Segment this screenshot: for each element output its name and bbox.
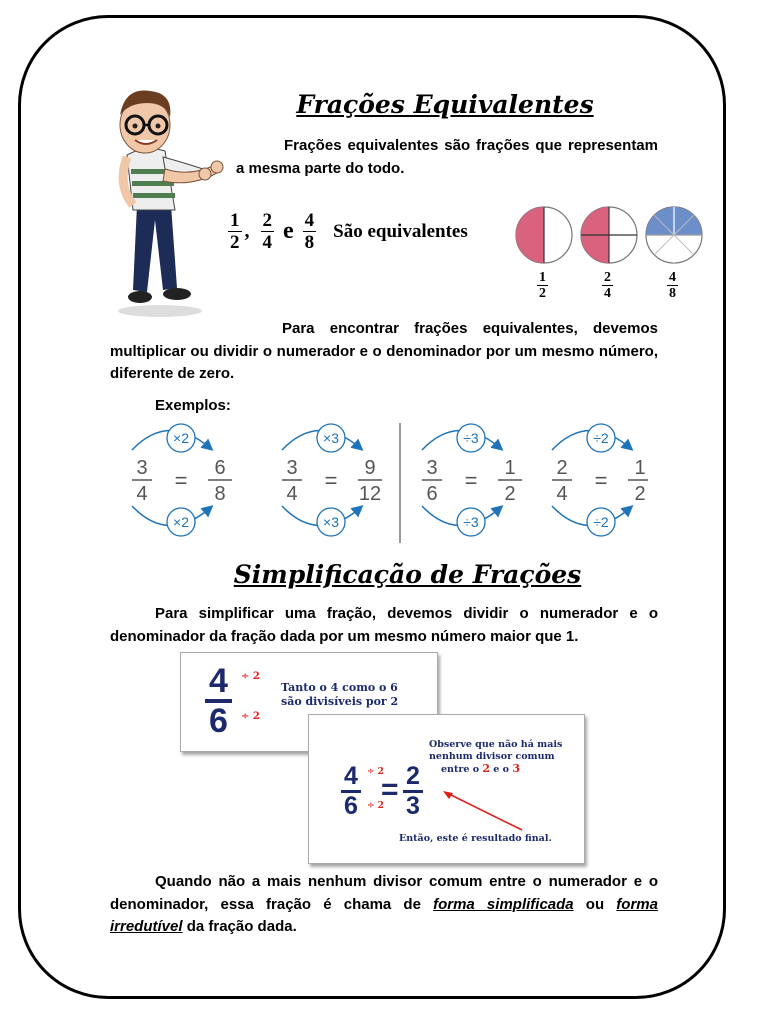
pie-label-2: 2 4 — [604, 270, 611, 301]
left-numerator: 3 — [286, 457, 298, 479]
box1-op-top: ÷ 2 — [241, 671, 260, 682]
simplify-example-box-2 — [308, 714, 585, 864]
left-numerator: 2 — [556, 457, 568, 479]
comma: , — [244, 220, 250, 242]
pie-half — [516, 207, 572, 263]
term-forma-irredutivel: forma irredutível — [110, 895, 658, 935]
op-label-bottom: ×3 — [323, 514, 339, 530]
right-numerator: 1 — [634, 457, 646, 479]
op-label-bottom: ÷2 — [593, 514, 609, 530]
op-label-top: ×3 — [323, 430, 339, 446]
intro-text-content: Frações equivalentes são frações que representam a mesma parte do todo. — [236, 137, 658, 177]
box2-fraction-a: 4 6 — [341, 763, 361, 820]
title-simplificacao: Simplificação de Frações — [233, 560, 582, 589]
box2-final-note: Então, este é resultado final. — [399, 833, 552, 844]
right-denominator: 8 — [214, 483, 226, 505]
fraction-2-4: 2 4 — [262, 210, 272, 253]
conclusion-text-pre: Quando não a mais nenhum divisor comum entre o numerador e o denominador, essa fração é chama de — [110, 873, 658, 913]
box1-op-bottom: ÷ 2 — [241, 711, 260, 722]
example-4 — [552, 424, 648, 536]
pie-label-1: 1 2 — [539, 270, 546, 301]
conclusion-text-post: da fração dada. — [182, 918, 297, 935]
conclusion-text-mid: ou — [573, 895, 617, 913]
teacher-illustration — [105, 85, 230, 320]
simplify-text-content: Para simplificar uma fração, devemos dividir o numerador e o denominador da fração dada por um mesmo número maior que 1. — [110, 605, 658, 645]
box1-fraction: 4 6 — [205, 663, 232, 739]
left-denominator: 4 — [556, 483, 568, 505]
equals-sign: = — [464, 468, 478, 493]
right-numerator: 6 — [214, 457, 226, 479]
pointer-arrow-icon — [437, 785, 527, 835]
title-fracoes-equivalentes: Frações Equivalentes — [296, 90, 594, 119]
pie-quarters — [581, 207, 637, 263]
box2-fraction-b: 2 3 — [403, 763, 423, 820]
examples-label: Exemplos: — [155, 397, 231, 414]
pie-label-3: 4 8 — [669, 270, 676, 301]
examples-row — [118, 418, 648, 548]
op-label-bottom: ×2 — [173, 514, 189, 530]
example-2 — [282, 424, 382, 536]
box2-note: Observe que não há mais nenhum divisor comum entre o 2 e o 3 — [429, 739, 563, 775]
conclusion-text — [110, 871, 658, 939]
rule-text-content: Para encontrar frações equivalentes, devemos multiplicar ou dividir o numerador e o denominador por um mesmo número, diferente de zero. — [110, 320, 658, 382]
box2-op-bottom: ÷ 2 — [367, 801, 384, 811]
box2-equals: = — [381, 773, 399, 806]
left-denominator: 4 — [136, 483, 148, 505]
right-numerator: 1 — [504, 457, 516, 479]
fraction-4-8: 4 8 — [304, 210, 315, 253]
op-label-top: ÷2 — [593, 430, 609, 446]
equals-sign: = — [594, 468, 608, 493]
box2-op-top: ÷ 2 — [367, 767, 384, 777]
fraction-pie-charts — [512, 204, 708, 268]
left-numerator: 3 — [136, 457, 148, 479]
intro-text — [236, 135, 658, 180]
fraction-1-2: 1 2 — [230, 210, 240, 253]
rule-text — [110, 318, 658, 386]
box1-note: Tanto o 4 como o 6 são divisíveis por 2 — [281, 681, 399, 708]
right-denominator: 12 — [358, 483, 382, 505]
equivalent-label: São equivalentes — [333, 220, 468, 242]
equals-sign: = — [174, 468, 188, 493]
left-denominator: 4 — [286, 483, 298, 505]
pie-eighths — [646, 207, 702, 263]
example-1 — [132, 424, 232, 536]
equivalence-statement — [228, 210, 498, 253]
simplify-text — [110, 603, 658, 648]
op-label-top: ×2 — [173, 430, 189, 446]
term-forma-simplificada: forma simplificada — [433, 895, 574, 913]
right-numerator: 9 — [364, 457, 376, 479]
op-label-top: ÷3 — [463, 430, 479, 446]
right-denominator: 2 — [504, 483, 516, 505]
right-denominator: 2 — [634, 483, 646, 505]
left-numerator: 3 — [426, 457, 438, 479]
conjunction-e: e — [283, 218, 294, 244]
op-label-bottom: ÷3 — [463, 514, 479, 530]
example-3 — [422, 424, 522, 536]
left-denominator: 6 — [426, 483, 438, 505]
equals-sign: = — [324, 468, 338, 493]
